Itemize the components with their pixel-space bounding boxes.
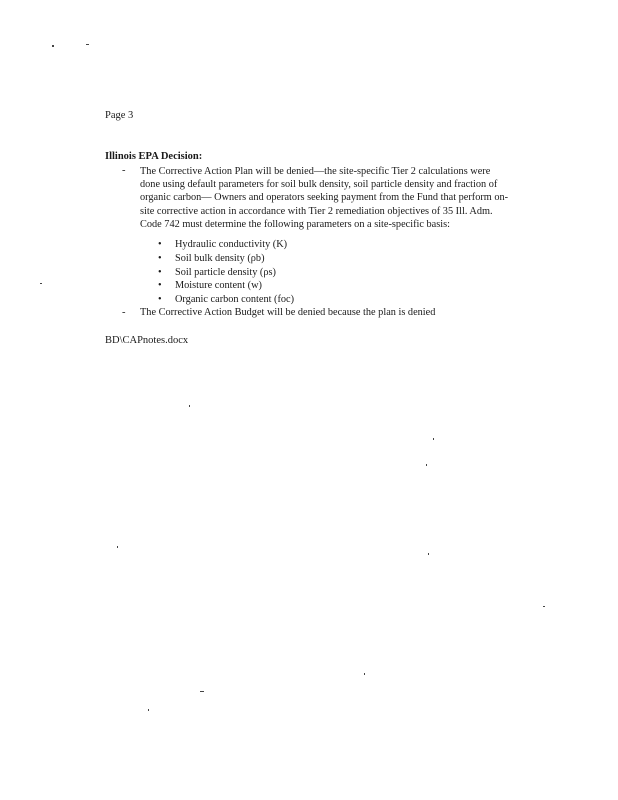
parameter-list	[158, 238, 294, 307]
bullet-icon: •	[158, 266, 162, 278]
scan-speck	[189, 405, 190, 407]
list-item	[158, 252, 294, 266]
list-item-text: Soil particle density (ρs)	[175, 266, 276, 278]
scan-speck	[200, 691, 204, 692]
bullet-icon: •	[158, 252, 162, 264]
list-item	[158, 279, 294, 293]
bullet-icon: •	[158, 239, 162, 250]
bullet-icon: •	[158, 294, 162, 306]
list-item	[158, 266, 294, 280]
list-dash: -	[122, 307, 126, 318]
scan-speck	[52, 45, 54, 47]
list-dash: -	[122, 165, 126, 176]
scan-speck	[543, 606, 545, 607]
paragraph-line: site corrective action in accordance with Tier 2 remediation objectives of 35 Ill. Adm.	[140, 205, 493, 217]
paragraph-line: Code 742 must determine the following parameters on a site-specific basis:	[140, 218, 450, 230]
bullet-icon: •	[158, 280, 162, 292]
scan-speck	[426, 464, 427, 466]
scan-speck	[428, 553, 429, 555]
list-item-text: Organic carbon content (foc)	[175, 294, 295, 306]
list-item-text: Moisture content (w)	[175, 280, 262, 292]
list-item	[158, 238, 294, 252]
decision-paragraph	[140, 165, 560, 231]
list-item-text: Soil bulk density (ρb)	[175, 252, 265, 264]
scan-speck	[40, 283, 42, 284]
scan-speck	[364, 673, 365, 675]
paragraph-line: done using default parameters for soil bulk density, soil particle density and fraction of	[140, 179, 498, 191]
section-heading: Illinois EPA Decision:	[105, 151, 203, 162]
scan-speck	[433, 438, 434, 440]
budget-decision: The Corrective Action Budget will be denied because the plan is denied	[140, 307, 436, 318]
file-name: BD\CAPnotes.docx	[105, 335, 189, 346]
scan-speck	[86, 44, 89, 45]
page-number: Page 3	[105, 110, 134, 121]
scan-speck	[148, 709, 149, 711]
paragraph-line: The Corrective Action Plan will be denied—the site-specific Tier 2 calculations were	[140, 166, 491, 177]
list-item	[158, 293, 294, 307]
list-item-text: Hydraulic conductivity (K)	[175, 239, 288, 250]
paragraph-line: organic carbon— Owners and operators seeking payment from the Fund that perform on-	[140, 192, 509, 204]
scan-speck	[117, 546, 118, 548]
